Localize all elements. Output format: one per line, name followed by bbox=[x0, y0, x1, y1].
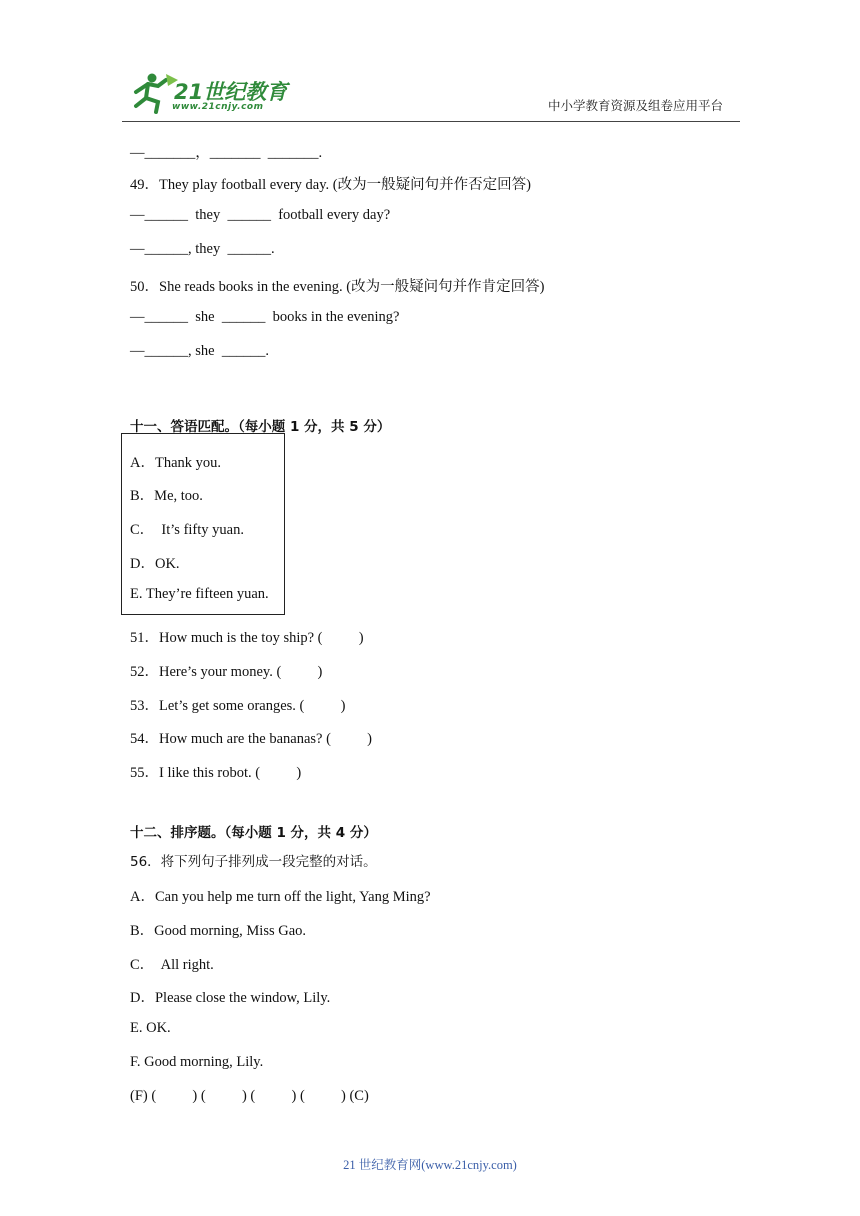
q49-prompt: 49．They play football every day. (改为一般疑问句并作否定回答) bbox=[130, 177, 531, 193]
page-footer: 21 世纪教育网(www.21cnjy.com) bbox=[343, 1158, 517, 1172]
sentence-c: C． All right. bbox=[130, 957, 214, 973]
q48-answer-line: —_______，_______ _______. bbox=[130, 145, 323, 161]
logo-url: www.21cnjy.com bbox=[172, 102, 264, 112]
sentence-a: A．Can you help me turn off the light, Yang Ming? bbox=[130, 889, 431, 905]
header-platform-text: 中小学教育资源及组卷应用平台 bbox=[548, 98, 724, 113]
section-12-title: 十二、排序题。（每小题 1 分，共 4 分） bbox=[130, 825, 377, 841]
sentence-f: F. Good morning, Lily. bbox=[130, 1054, 264, 1070]
sentence-d: D．Please close the window, Lily. bbox=[130, 990, 331, 1006]
q50-answer-b: —______, she ______. bbox=[130, 343, 269, 359]
question-53: 53．Let’s get some oranges. ( ) bbox=[130, 698, 346, 714]
option-a: A．Thank you. bbox=[130, 455, 222, 471]
sentence-e: E. OK. bbox=[130, 1020, 171, 1036]
q50-prompt: 50．She reads books in the evening. (改为一般疑问句并作肯定回答) bbox=[130, 279, 545, 295]
q50-answer-a: —______ she ______ books in the evening? bbox=[130, 309, 400, 325]
q49-answer-b: —______, they ______. bbox=[130, 241, 275, 257]
question-54: 54．How much are the bananas? ( ) bbox=[130, 731, 372, 747]
option-e: E. They’re fifteen yuan. bbox=[130, 586, 269, 602]
site-logo bbox=[122, 70, 292, 118]
header-divider bbox=[122, 121, 740, 122]
section-11-title: 十一、答语匹配。（每小题 1 分，共 5 分） bbox=[130, 419, 391, 435]
question-52: 52．Here’s your money. ( ) bbox=[130, 664, 323, 680]
option-d: D．OK. bbox=[130, 556, 180, 572]
question-56-prompt: 56．将下列句子排列成一段完整的对话。 bbox=[130, 854, 377, 870]
option-b: B．Me, too. bbox=[130, 488, 203, 504]
sentence-b: B．Good morning, Miss Gao. bbox=[130, 923, 307, 939]
order-answer-line: (F) ( ) ( ) ( ) ( ) (C) bbox=[130, 1088, 369, 1104]
logo-text: 21世纪教育 bbox=[174, 80, 288, 104]
question-55: 55．I like this robot. ( ) bbox=[130, 765, 302, 781]
q49-answer-a: —______ they ______ football every day? bbox=[130, 207, 391, 223]
option-c: C． It’s fifty yuan. bbox=[130, 522, 244, 538]
question-51: 51．How much is the toy ship? ( ) bbox=[130, 630, 364, 646]
